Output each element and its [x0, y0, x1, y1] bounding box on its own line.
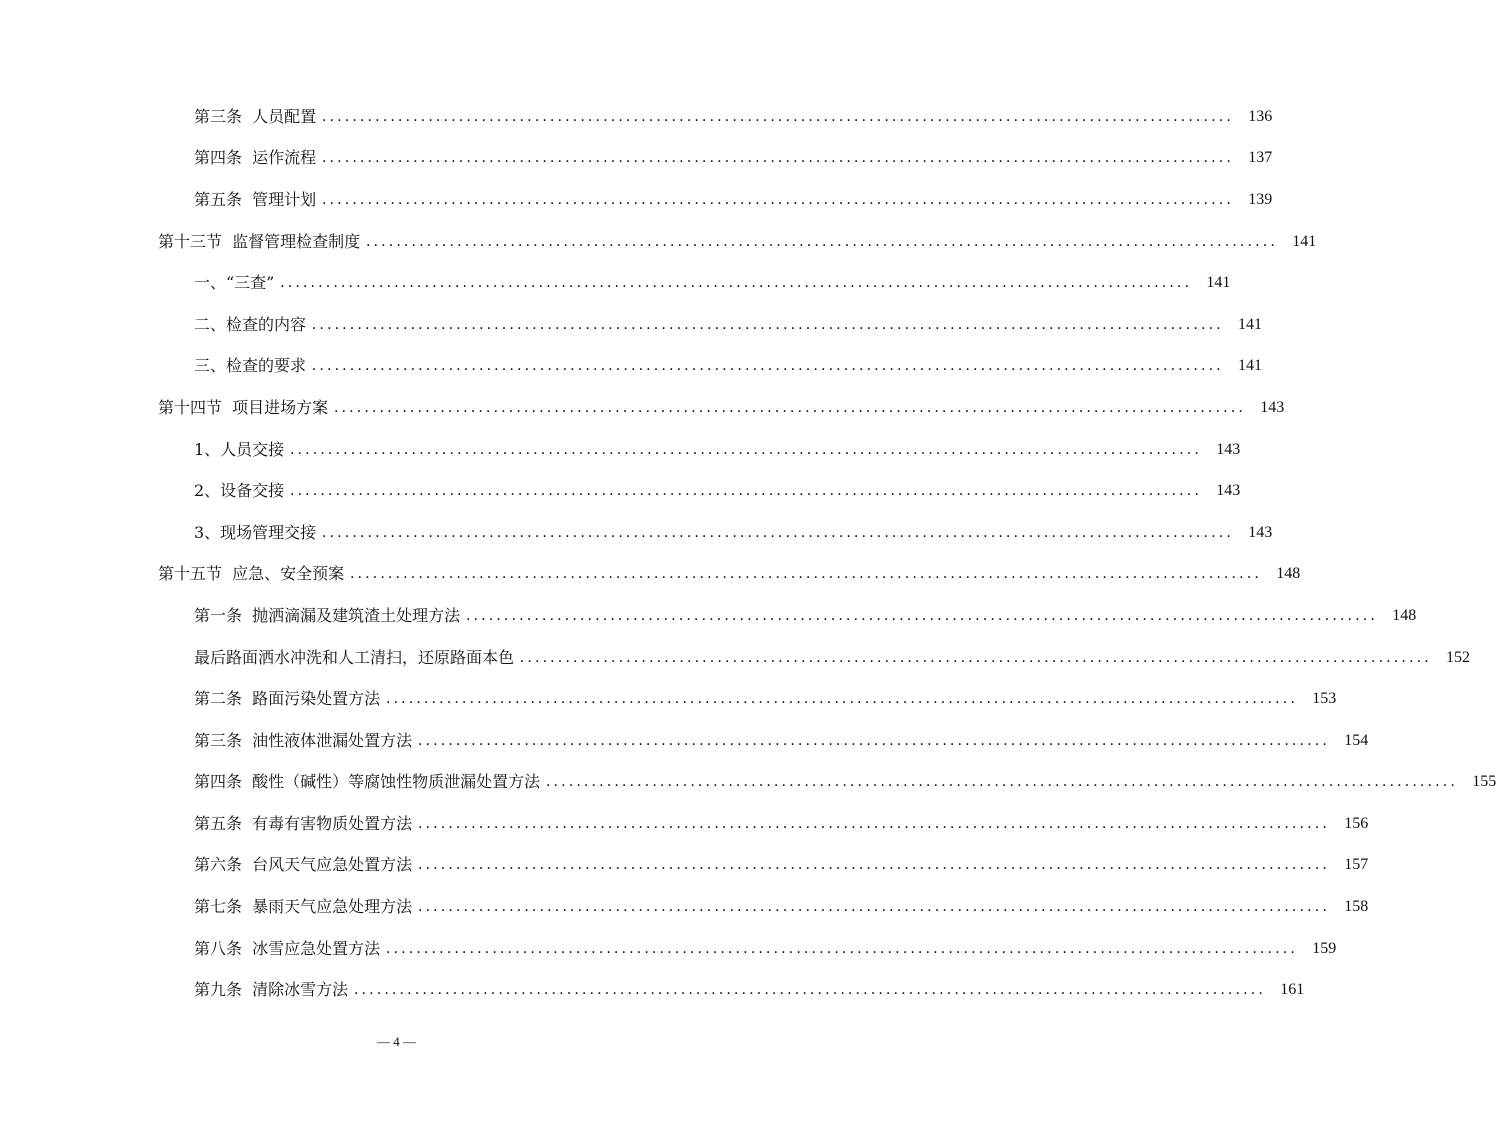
- toc-entry-title: 一、“三查”: [194, 273, 275, 293]
- toc-entry-title: 第五条 管理计划: [194, 189, 317, 209]
- toc-page-number: 141: [1206, 274, 1231, 292]
- toc-entry-title: 第六条 台风天气应急处置方法: [194, 855, 413, 875]
- toc-page-number: 148: [1276, 565, 1301, 583]
- toc-entry-title: 3、现场管理交接: [194, 522, 317, 542]
- toc-entry-title: 三、检查的要求: [194, 356, 307, 376]
- toc-entry[interactable]: [0, 969, 1305, 1011]
- toc-entry-title: 第二条 路面污染处置方法: [194, 689, 381, 709]
- toc-dot-leader: ........................................................................................................................: [546, 773, 1459, 791]
- toc-entry[interactable]: [0, 470, 1241, 512]
- toc-entry-title: 第四条 酸性（碱性）等腐蚀性物质泄漏处置方法: [194, 772, 541, 792]
- toc-entry[interactable]: [0, 720, 1369, 762]
- toc-entry[interactable]: [0, 262, 1231, 304]
- toc-page-number: 139: [1248, 190, 1273, 208]
- toc-entry-title: 第十四节 项目进场方案: [158, 397, 329, 417]
- toc-entry[interactable]: [0, 554, 1301, 596]
- toc-page-number: 143: [1260, 398, 1285, 416]
- toc-entry[interactable]: [0, 762, 1496, 804]
- toc-dot-leader: ........................................................................................................................: [312, 315, 1225, 333]
- toc-entry[interactable]: [0, 886, 1369, 928]
- toc-entry-title: 第一条 抛洒滴漏及建筑渣土处理方法: [194, 605, 461, 625]
- toc-entry[interactable]: [0, 346, 1263, 388]
- toc-page-number: 137: [1248, 149, 1273, 167]
- toc-dot-leader: ........................................................................................................................: [418, 731, 1331, 749]
- toc-page-number: 153: [1312, 690, 1337, 708]
- toc-dot-leader: ........................................................................................................................: [354, 981, 1267, 999]
- toc-entry[interactable]: [0, 637, 1471, 679]
- toc-page-number: 141: [1238, 315, 1263, 333]
- toc-entry-title: 1、人员交接: [194, 439, 285, 459]
- toc-dot-leader: ........................................................................................................................: [418, 814, 1331, 832]
- toc-dot-leader: ........................................................................................................................: [466, 606, 1379, 624]
- toc-entry[interactable]: [0, 803, 1369, 845]
- toc-entry[interactable]: [0, 595, 1417, 637]
- toc-dot-leader: ........................................................................................................................: [520, 648, 1433, 666]
- toc-entry[interactable]: [0, 138, 1273, 180]
- toc-dot-leader: ........................................................................................................................: [386, 690, 1299, 708]
- toc-dot-leader: ........................................................................................................................: [418, 898, 1331, 916]
- toc-entry-title: 第三条 油性液体泄漏处置方法: [194, 730, 413, 750]
- toc-page-number: 158: [1344, 898, 1369, 916]
- toc-entry[interactable]: [0, 928, 1337, 970]
- page-number-footer: — 4 —: [377, 1034, 416, 1049]
- toc-entry-title: 最后路面洒水冲洗和人工清扫，还原路面本色: [194, 647, 515, 667]
- toc-page-number: 143: [1216, 440, 1241, 458]
- toc-dot-leader: ........................................................................................................................: [334, 398, 1247, 416]
- toc-page-number: 155: [1472, 773, 1496, 791]
- toc-entry[interactable]: [0, 845, 1369, 887]
- toc-entry-title: 第七条 暴雨天气应急处理方法: [194, 897, 413, 917]
- toc-entry-title: 第三条 人员配置: [194, 106, 317, 126]
- toc-dot-leader: ........................................................................................................................: [312, 357, 1225, 375]
- toc-page-number: 152: [1446, 648, 1471, 666]
- toc-dot-leader: ........................................................................................................................: [322, 149, 1235, 167]
- toc-entry-title: 第八条 冰雪应急处置方法: [194, 938, 381, 958]
- toc-entry-title: 第五条 有毒有害物质处置方法: [194, 813, 413, 833]
- toc-page-number: 148: [1392, 606, 1417, 624]
- toc-entry[interactable]: [0, 96, 1273, 138]
- toc-dot-leader: ........................................................................................................................: [280, 274, 1193, 292]
- toc-dot-leader: ........................................................................................................................: [322, 190, 1235, 208]
- toc-dot-leader: ........................................................................................................................: [322, 107, 1235, 125]
- toc-page-number: 161: [1280, 981, 1305, 999]
- toc-entry-title: 2、设备交接: [194, 481, 285, 501]
- toc-dot-leader: ........................................................................................................................: [366, 232, 1279, 250]
- toc-page-number: 156: [1344, 814, 1369, 832]
- toc-entry[interactable]: [0, 387, 1285, 429]
- toc-dot-leader: ........................................................................................................................: [322, 523, 1235, 541]
- toc-dot-leader: ........................................................................................................................: [290, 482, 1203, 500]
- toc-entry-title: 第九条 清除冰雪方法: [194, 980, 349, 1000]
- toc-entry[interactable]: [0, 429, 1241, 471]
- toc-entry[interactable]: [0, 221, 1317, 263]
- toc-page-number: 143: [1216, 482, 1241, 500]
- toc-dot-leader: ........................................................................................................................: [350, 565, 1263, 583]
- toc-page-number: 154: [1344, 731, 1369, 749]
- toc-page-number: 159: [1312, 939, 1337, 957]
- toc-dot-leader: ........................................................................................................................: [418, 856, 1331, 874]
- table-of-contents: [0, 96, 1496, 1011]
- toc-dot-leader: ........................................................................................................................: [290, 440, 1203, 458]
- toc-entry[interactable]: [0, 678, 1337, 720]
- toc-entry[interactable]: [0, 179, 1273, 221]
- toc-page-number: 143: [1248, 523, 1273, 541]
- toc-dot-leader: ........................................................................................................................: [386, 939, 1299, 957]
- toc-entry-title: 二、检查的内容: [194, 314, 307, 334]
- toc-page-number: 157: [1344, 856, 1369, 874]
- toc-entry-title: 第十五节 应急、安全预案: [158, 564, 345, 584]
- toc-entry-title: 第十三节 监督管理检查制度: [158, 231, 361, 251]
- toc-entry-title: 第四条 运作流程: [194, 148, 317, 168]
- toc-page-number: 141: [1292, 232, 1317, 250]
- toc-page-number: 136: [1248, 107, 1273, 125]
- toc-page-number: 141: [1238, 357, 1263, 375]
- toc-entry[interactable]: [0, 304, 1263, 346]
- toc-entry[interactable]: [0, 512, 1273, 554]
